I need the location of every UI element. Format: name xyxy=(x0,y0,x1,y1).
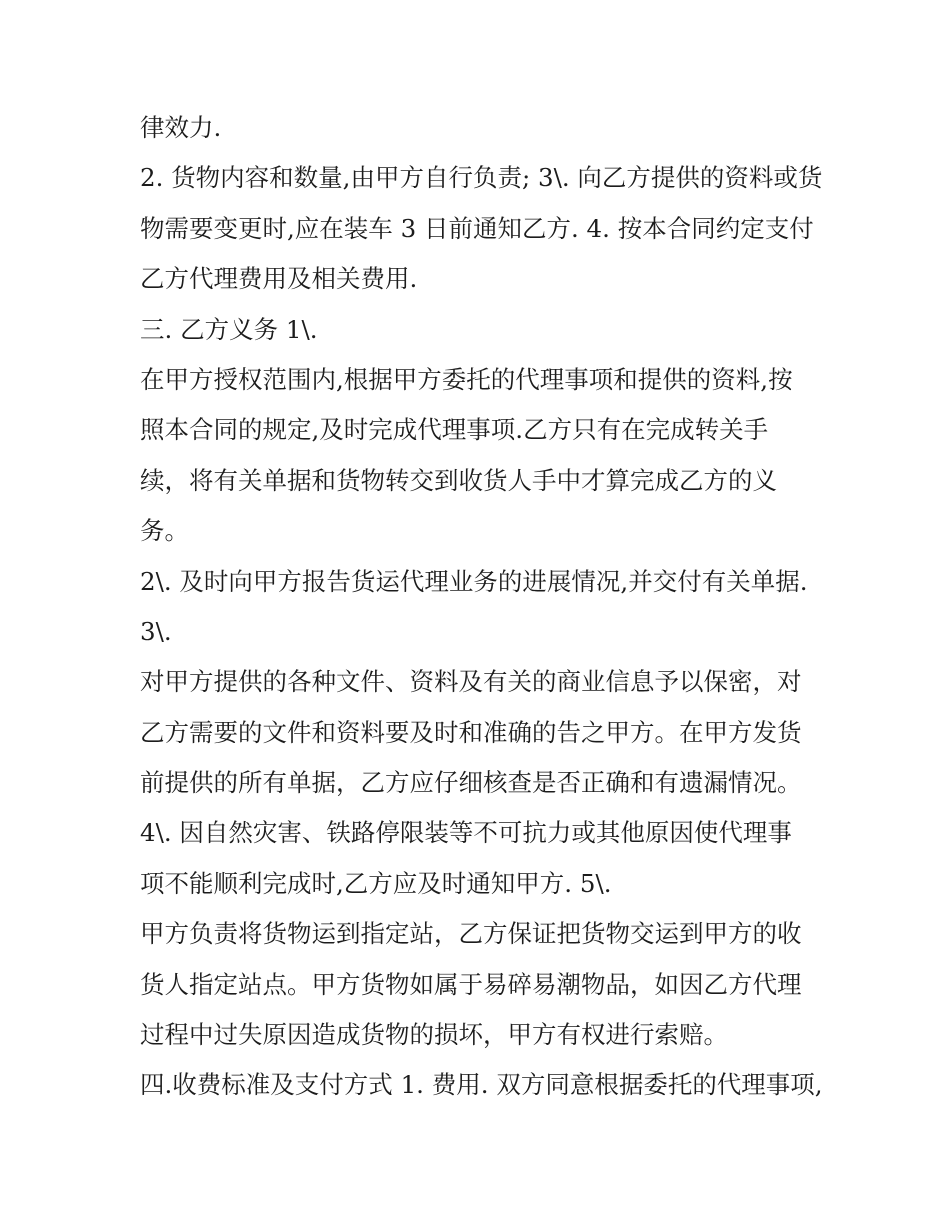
contract-text-body xyxy=(140,103,830,1111)
text-line: 3\. xyxy=(140,616,172,646)
text-line: 物需要变更时,应在装车 3 日前通知乙方. 4. 按本合同约定支付 xyxy=(140,213,814,243)
text-line: 过程中过失原因造成货物的损坏，甲方有权进行索赔。 xyxy=(140,1020,728,1050)
text-line: 照本合同的规定,及时完成代理事项.乙方只有在完成转关手 xyxy=(140,415,769,445)
text-line: 货人指定站点。甲方货物如属于易碎易潮物品，如因乙方代理 xyxy=(140,969,802,999)
text-line: 乙方需要的文件和资料要及时和准确的告之甲方。在甲方发货 xyxy=(140,717,802,747)
text-line: 务。 xyxy=(140,516,189,546)
text-line: 2\. 及时向甲方报告货运代理业务的进展情况,并交付有关单据. xyxy=(140,566,808,596)
text-line: 2. 货物内容和数量,由甲方自行负责; 3\. 向乙方提供的资料或货 xyxy=(140,163,823,193)
text-line: 项不能顺利完成时,乙方应及时通知甲方. 5\. xyxy=(140,868,612,898)
text-line: 甲方负责将货物运到指定站，乙方保证把货物交运到甲方的收 xyxy=(140,919,802,949)
text-line: 前提供的所有单据，乙方应仔细核查是否正确和有遗漏情况。 xyxy=(140,768,802,798)
text-line: 乙方代理费用及相关费用. xyxy=(140,264,418,294)
section-heading-line: 四.收费标准及支付方式 1. 费用. 双方同意根据委托的代理事项, xyxy=(140,1070,823,1100)
section-heading-line: 三. 乙方义务 1\. xyxy=(140,314,318,344)
text-line: 4\. 因自然灾害、铁路停限装等不可抗力或其他原因使代理事 xyxy=(140,818,792,848)
text-line: 律效力. xyxy=(140,113,222,142)
text-line: 对甲方提供的各种文件、资料及有关的商业信息予以保密，对 xyxy=(140,667,802,697)
text-line: 在甲方授权范围内,根据甲方委托的代理事项和提供的资料,按 xyxy=(140,364,793,394)
text-line: 续，将有关单据和货物转交到收货人手中才算完成乙方的义 xyxy=(140,465,777,495)
